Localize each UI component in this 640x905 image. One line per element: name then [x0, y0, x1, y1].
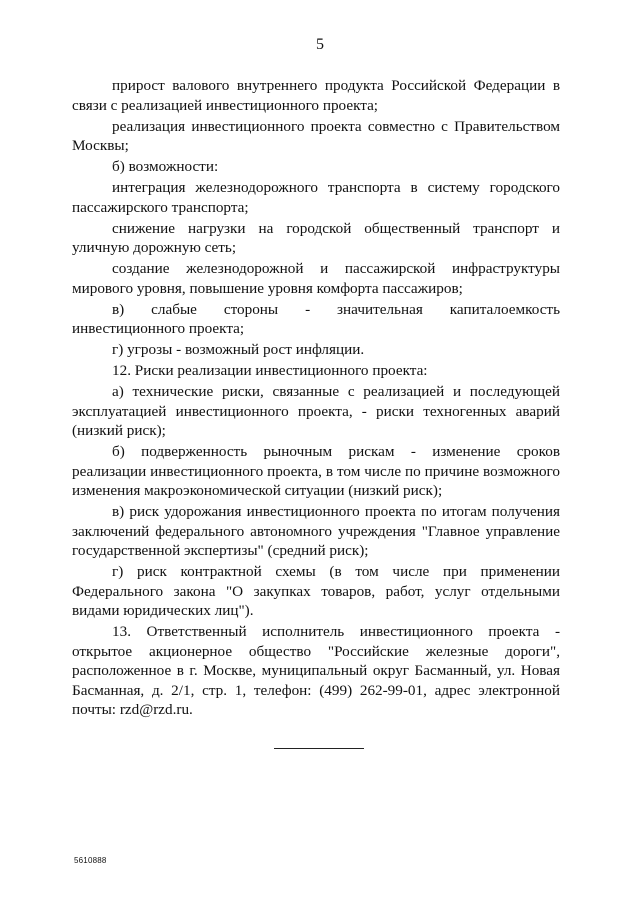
end-of-text-rule — [274, 748, 364, 749]
document-body — [72, 76, 560, 721]
document-id: 5610888 — [74, 856, 107, 865]
paragraph: интеграция железнодорожного транспорта в систему городского пассажирского транспорта; — [72, 179, 560, 216]
paragraph: создание железнодорожной и пассажирской инфраструктуры мирового уровня, повышение уровня комфорта пассажиров; — [72, 260, 560, 297]
paragraph: г) угрозы - возможный рост инфляции. — [112, 341, 365, 358]
paragraph: 12. Риски реализации инвестиционного проекта: — [112, 362, 428, 379]
paragraph: в) слабые стороны - значительная капиталоемкость инвестиционного проекта; — [72, 300, 560, 337]
paragraph: 13. Ответственный исполнитель инвестиционного проекта - открытое акционерное общество "Российские железные дороги", расположенное в г. Москве, муниципальный округ Басманный, ул. Новая Басманная, д. 2/1, стр. 1, телефон: (499) 262-99-01, адрес электронной почты: rzd@rzd.ru. — [72, 623, 560, 718]
page-number: 5 — [316, 36, 324, 53]
paragraph: в) риск удорожания инвестиционного проекта по итогам получения заключений федерального автономного учреждения "Главное управление государственной экспертизы" (средний риск); — [72, 503, 560, 559]
paragraph: снижение нагрузки на городской общественный транспорт и уличную дорожную сеть; — [72, 219, 560, 256]
paragraph: г) риск контрактной схемы (в том числе при применении Федерального закона "О закупках товаров, работ, услуг отдельными видами юридических лиц"). — [72, 563, 560, 619]
paragraph: реализация инвестиционного проекта совместно с Правительством Москвы; — [72, 117, 560, 154]
paragraph: прирост валового внутреннего продукта Российской Федерации в связи с реализацией инвестиционного проекта; — [72, 77, 560, 114]
paragraph: б) подверженность рыночным рискам - изменение сроков реализации инвестиционного проекта, в том числе по причине возможного изменения макроэкономической ситуации (низкий риск); — [72, 443, 560, 499]
paragraph: а) технические риски, связанные с реализацией и последующей эксплуатацией инвестиционного проекта, - риски техногенных аварий (низкий риск); — [72, 383, 560, 439]
paragraph: б) возможности: — [112, 158, 219, 175]
